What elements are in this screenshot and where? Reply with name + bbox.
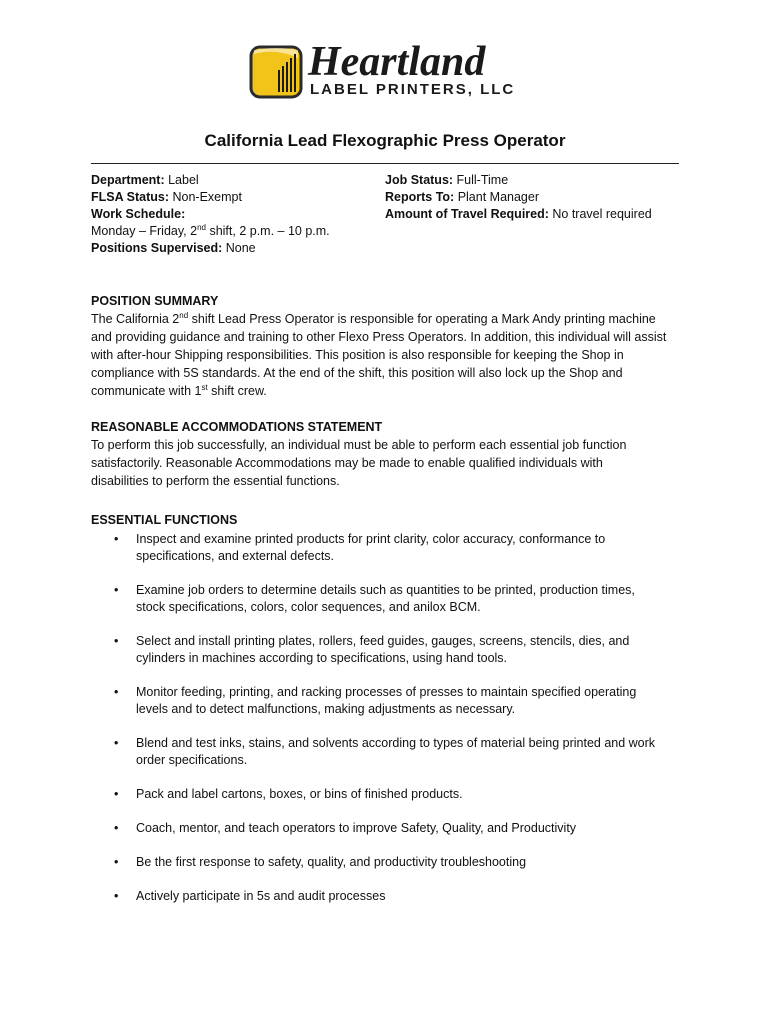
company-logo [248, 39, 530, 102]
logo-wordmark: Heartland [308, 39, 486, 85]
position-summary-heading: POSITION SUMMARY [91, 294, 219, 308]
bullet-icon: • [114, 855, 119, 869]
logo-emblem-icon [248, 44, 304, 100]
flsa-label: FLSA Status: [91, 190, 170, 204]
summary-line-5 [91, 382, 691, 400]
list-item-text: Monitor feeding, printing, and racking processes of presses to maintain specified operating [136, 685, 637, 699]
schedule-label: Work Schedule: [91, 207, 186, 221]
title-divider [91, 163, 679, 164]
list-item [91, 684, 671, 718]
travel-row [385, 206, 685, 223]
summary-line-1 [91, 310, 691, 328]
travel-value: No travel required [548, 207, 652, 221]
list-item-text: stock specifications, colors, color sequences, and anilox BCM. [136, 600, 481, 614]
supervised-value: None [222, 241, 256, 255]
bullet-icon: • [114, 634, 119, 648]
essential-functions-heading: ESSENTIAL FUNCTIONS [91, 513, 238, 527]
accommodations-heading: REASONABLE ACCOMMODATIONS STATEMENT [91, 420, 383, 434]
summary-text: communicate with 1 [91, 384, 202, 398]
summary-sup: nd [179, 310, 189, 320]
summary-text: The California 2 [91, 312, 180, 326]
department-label: Department: [91, 173, 165, 187]
list-item-text: Select and install printing plates, rollers, feed guides, gauges, screens, stencils, dies, and [136, 634, 630, 648]
travel-label: Amount of Travel Required: [385, 207, 549, 221]
supervised-row [91, 240, 371, 257]
summary-text: shift crew. [207, 384, 267, 398]
list-item [91, 786, 671, 803]
department-row [91, 172, 371, 189]
job-status-value: Full-Time [453, 173, 509, 187]
list-item-text: cylinders in machines according to specifications, using hand tools. [136, 651, 508, 665]
accommodations-line-3: disabilities to perform the essential functions. [91, 474, 340, 488]
flsa-value: Non-Exempt [169, 190, 242, 204]
schedule-text-2: shift, 2 p.m. – 10 p.m. [205, 224, 330, 238]
bullet-icon: • [114, 532, 119, 546]
essential-functions-heading-wrap [91, 511, 691, 529]
list-item [91, 888, 671, 905]
accommodations-line-1: To perform this job successfully, an individual must be able to perform each essential job function [91, 438, 627, 452]
job-status-row [385, 172, 685, 189]
schedule-sup: nd [197, 222, 206, 232]
list-item-text: Blend and test inks, stains, and solvents according to types of material being printed and work [136, 736, 656, 750]
bullet-icon: • [114, 821, 119, 835]
supervised-label: Positions Supervised: [91, 241, 223, 255]
list-item-text: Pack and label cartons, boxes, or bins of finished products. [136, 787, 463, 801]
list-item [91, 633, 671, 667]
schedule-value [91, 223, 371, 240]
list-item-text: specifications, and external defects. [136, 549, 335, 563]
reports-row [385, 189, 685, 206]
summary-line-3: with after-hour Shipping responsibilities. This position is also responsible for keeping the Shop in [91, 348, 624, 362]
schedule-text-1: Monday – Friday, 2 [91, 224, 198, 238]
list-item-text: Coach, mentor, and teach operators to improve Safety, Quality, and Productivity [136, 821, 577, 835]
list-item-text: Inspect and examine printed products for print clarity, color accuracy, conformance to [136, 532, 606, 546]
details-right [385, 172, 685, 223]
accommodations-section [91, 418, 691, 490]
job-status-label: Job Status: [385, 173, 454, 187]
bullet-icon: • [114, 736, 119, 750]
summary-line-4: compliance with 5S standards. At the end of the shift, this position will also lock up the Shop and [91, 366, 623, 380]
department-value: Label [164, 173, 199, 187]
bullet-icon: • [114, 787, 119, 801]
list-item-text: levels and to detect malfunctions, making adjustments as necessary. [136, 702, 516, 716]
bullet-icon: • [114, 685, 119, 699]
list-item [91, 854, 671, 871]
list-item-text: Be the first response to safety, quality, and productivity troubleshooting [136, 855, 527, 869]
summary-line-2: and providing guidance and training to other Flexo Press Operators. In addition, this individual will assist [91, 330, 667, 344]
job-title: California Lead Flexographic Press Operator [204, 131, 566, 150]
list-item [91, 531, 671, 565]
logo-subtitle: LABEL PRINTERS, LLC [310, 81, 516, 98]
list-item [91, 582, 671, 616]
essential-functions-list [91, 531, 671, 905]
details-left [91, 172, 371, 257]
summary-sup: st [201, 382, 208, 392]
list-item-text: Examine job orders to determine details such as quantities to be printed, production times, [136, 583, 635, 597]
reports-value: Plant Manager [454, 190, 539, 204]
bullet-icon: • [114, 583, 119, 597]
bullet-icon: • [114, 889, 119, 903]
flsa-row [91, 189, 371, 206]
accommodations-line-2: satisfactorily. Reasonable Accommodations may be made to enable qualified individuals with [91, 456, 603, 470]
reports-label: Reports To: [385, 190, 455, 204]
list-item-text: order specifications. [136, 753, 248, 767]
position-summary-section [91, 292, 691, 400]
list-item [91, 820, 671, 837]
list-item [91, 735, 671, 769]
summary-text: shift Lead Press Operator is responsible for operating a Mark Andy printing machine [188, 312, 656, 326]
list-item-text: Actively participate in 5s and audit processes [136, 889, 386, 903]
